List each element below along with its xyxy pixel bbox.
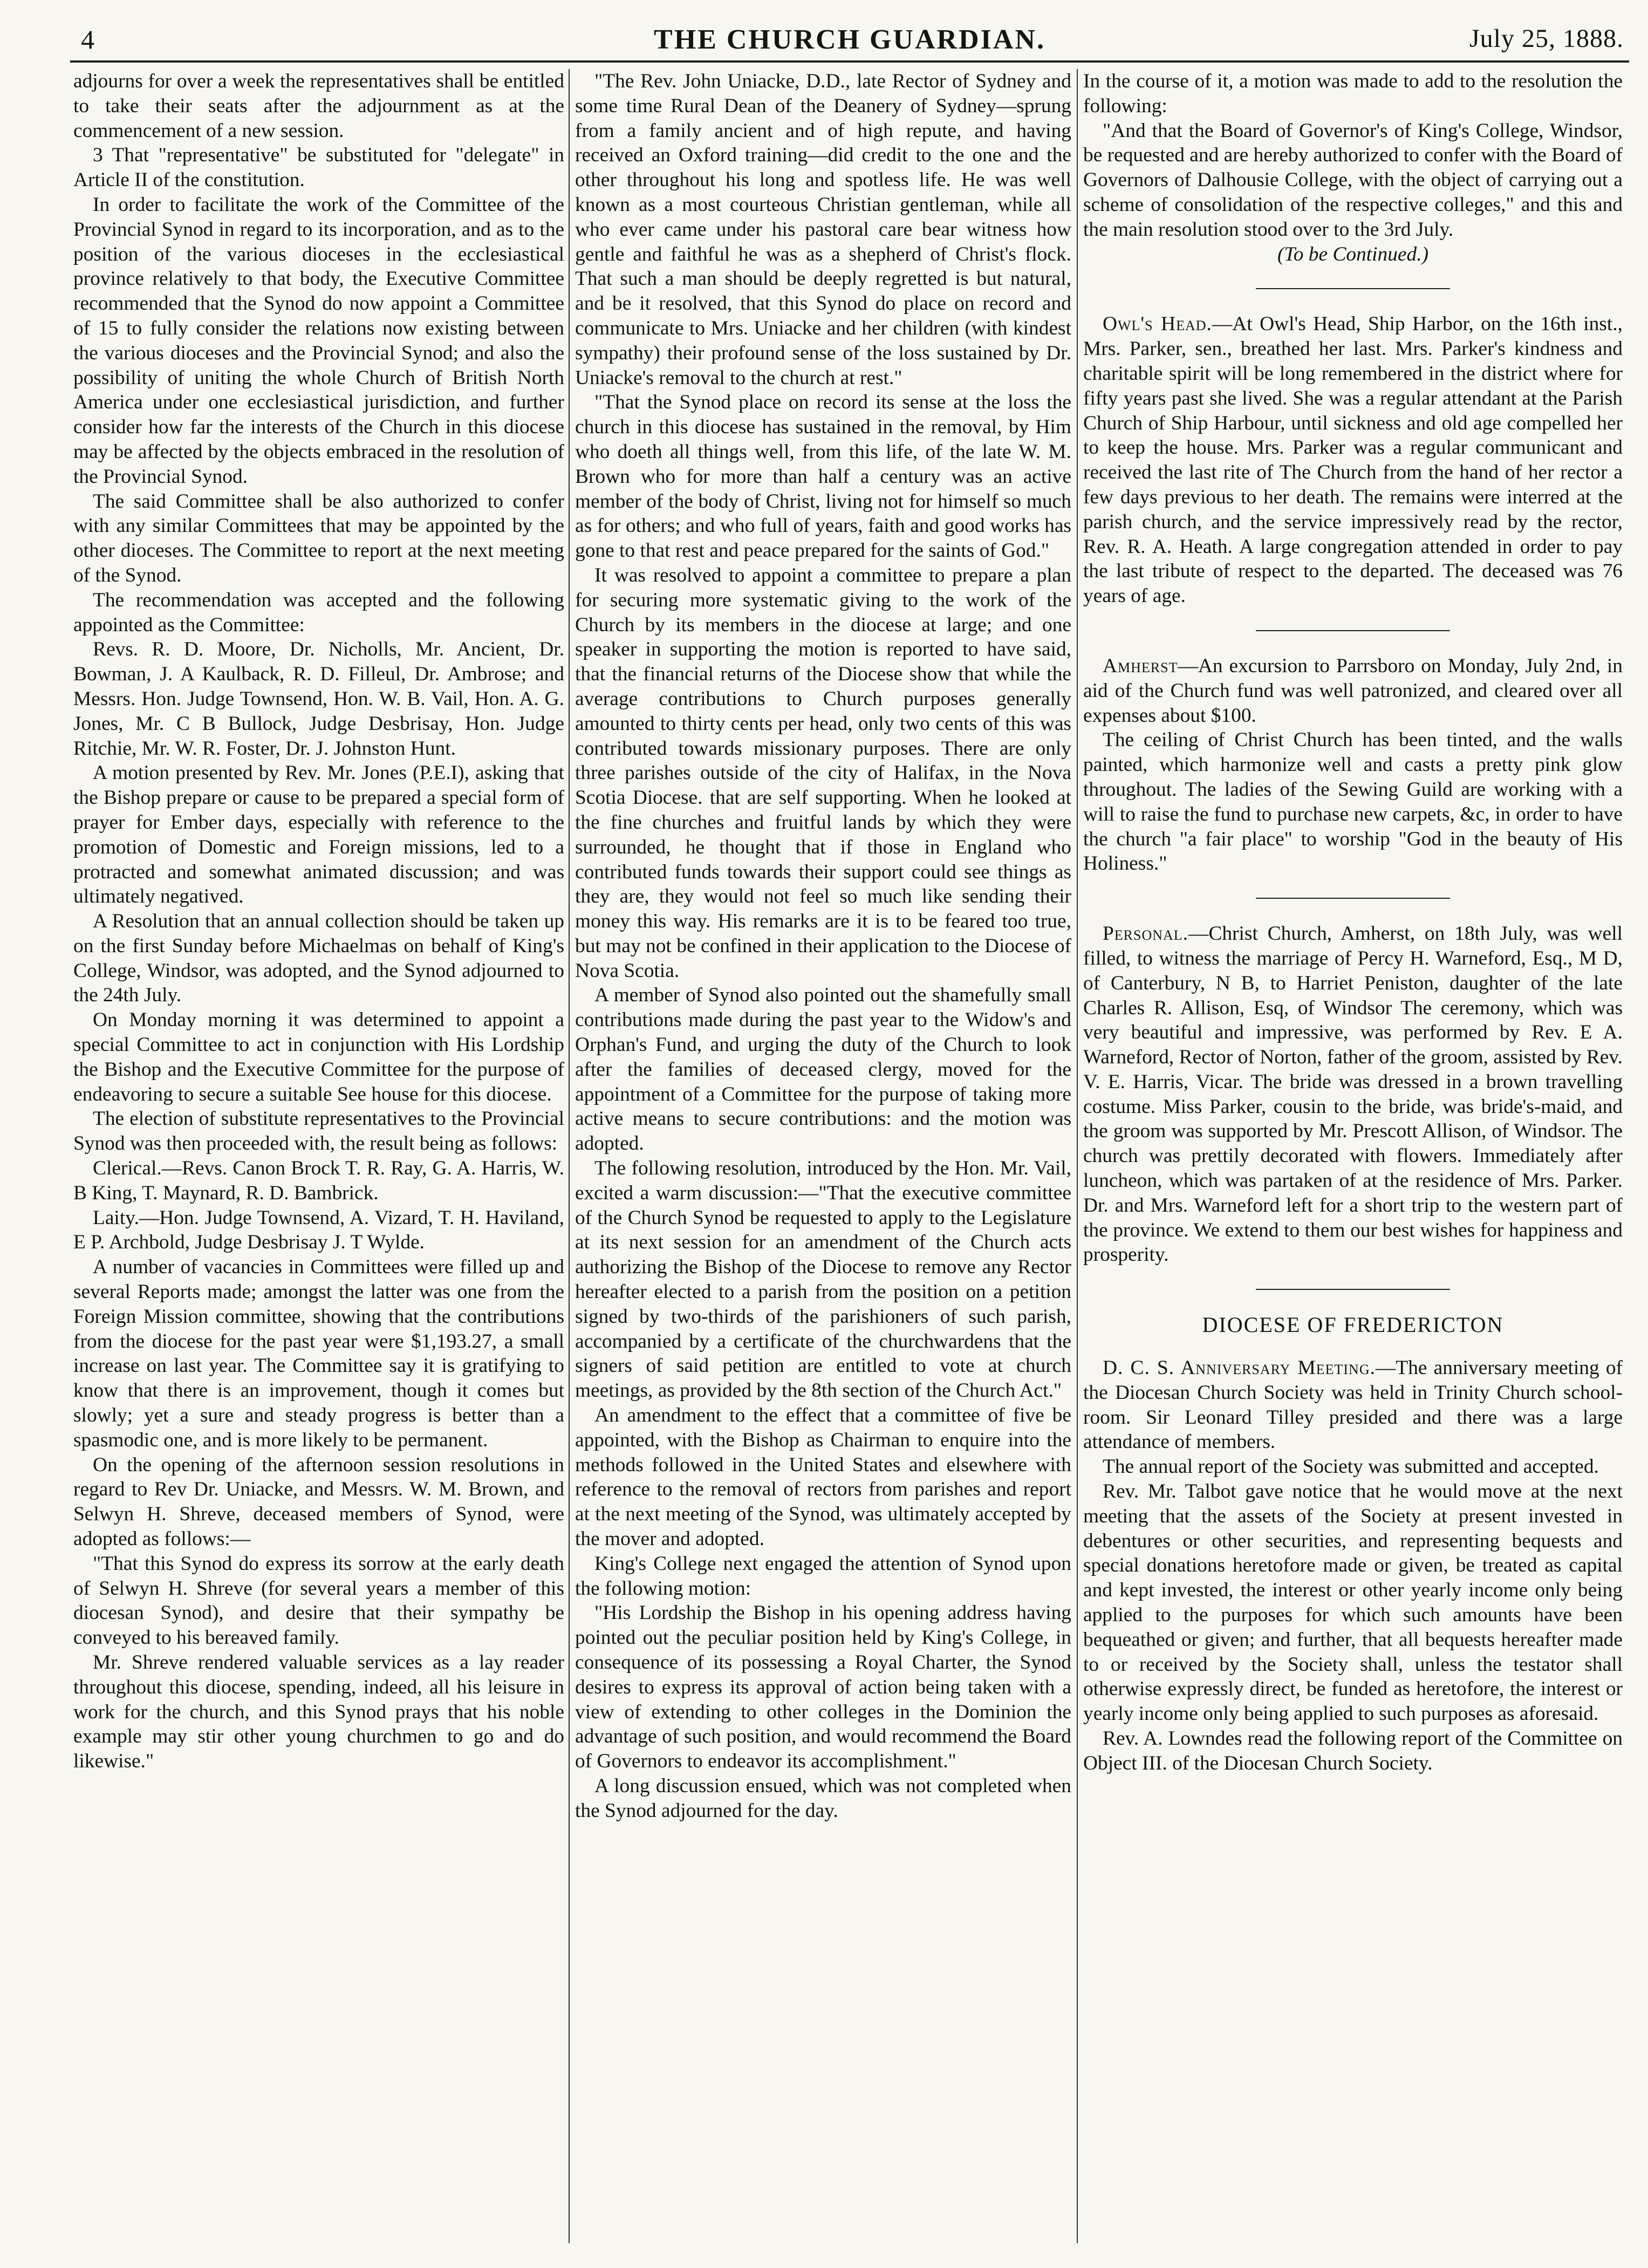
item-text: —Christ Church, Amherst, on 18th July, was well filled, to witness the marriage of Percy H. Warneford, Esq., M D, of Canterbury, N B, to Harriet Peniston, daughter of the late Charles R. Allison, Esq, of Windsor The ceremony, which was very beautiful and impressive, was performed by Rev. E A. Warneford, Rector of Norton, father of the groom, assisted by Rev. V. E. Harris, Vicar. The bride was dressed in a brown travelling costume. Miss Parker, cousin to the bride, was bride's-maid, and the groom was supported by Mr. Prescott Allison, of Windsor. The church was prettily decorated with flowers. Immediately after luncheon, which was partaken of at the residence of Mrs. Parker. Dr. and Mrs. Warneford left for a short trip to the western part of the province. We extend to them our best wishes for happiness and prosperity.: [1083, 923, 1623, 1266]
paragraph: On the opening of the afternoon session resolutions in regard to Rev Dr. Uniacke, and Messrs. W. M. Brown, and Selwyn H. Shreve, deceased members of Synod, were adopted as follows:—: [73, 1453, 564, 1550]
item-text: —At Owl's Head, Ship Harbor, on the 16th inst., Mrs. Parker, sen., breathed her last. Mrs. Parker's kindness and charitable spirit will be long remembered in the district where for fifty years past she lived. She was a regular attendant at the Parish Church of Ship Harbour, until sickness and old age compelled her to keep the house. Mrs. Parker was a regular communicant and received the last rite of The Church from the hand of her rector a few days previous to her death. The remains were interred at the parish church, and the service impressively read by the rector, Rev. R. A. Heath. A large congregation attended in order to pay the last tribute of respect to the departed. The deceased was 76 years of age.: [1083, 313, 1623, 607]
divider: [1256, 630, 1450, 631]
paragraph: "The Rev. John Uniacke, D.D., late Rector of Sydney and some time Rural Dean of the Deanery of Sydney—sprung from a family ancient and of high repute, and having received an Oxford training—did credit to the one and the other throughout his long and spotless life. He was well known as a most courteous Christian gentleman, while all who ever came under his pastoral care bear witness how gentle and faithful he was as a shepherd of Christ's flock. That such a man should be deeply regretted is but natural, and be it resolved, that this Synod do place on record and communicate to Mrs. Uniacke and her children (with kindest sympathy) their profound sense of the loss sustained by Dr. Uniacke's removal to the church at rest.": [575, 70, 1071, 389]
page-number: 4: [81, 24, 94, 54]
item-heading: D. C. S. Anniversary Meeting.: [1103, 1357, 1376, 1379]
paragraph: Rev. A. Lowndes read the following report of the Committee on Object III. of the Diocesan Church Society.: [1083, 1727, 1623, 1774]
paragraph: A number of vacancies in Committees were filled up and several Reports made; amongst the latter was one from the Foreign Mission committee, showing that the contributions from the diocese for the past year were $1,193.27, a small increase on last year. The Committee say it is gratifying to know that there is an improvement, though it comes but slowly; yet a sure and steady progress is better than a spasmodic one, and is more likely to be permanent.: [73, 1256, 564, 1451]
item-heading: Personal.: [1103, 923, 1189, 945]
paragraph: A motion presented by Rev. Mr. Jones (P.E.I), asking that the Bishop prepare or cause to be prepared a special form of prayer for Ember days, especially with reference to the promotion of Domestic and Foreign missions, led to a protracted and somewhat animated discussion; and was ultimately negatived.: [73, 762, 564, 908]
divider: [1256, 898, 1450, 899]
paragraph: "That the Synod place on record its sense at the loss the church in this diocese has sustained in the removal, by Him who doeth all things well, from this life, of the late W. M. Brown who for more than half a century was an active member of the body of Christ, living not for himself so much as for others; and who full of years, faith and good works has gone to that rest and peace prepared for the saints of God.": [575, 391, 1071, 562]
divider: [1256, 1289, 1450, 1290]
divider: [1256, 288, 1450, 289]
item-heading: Owl's Head.: [1103, 313, 1212, 336]
section-heading: DIOCESE OF FREDERICTON: [1202, 1313, 1504, 1337]
paragraph: Rev. Mr. Talbot gave notice that he would move at the next meeting that the assets of the Society at present invested in debentures or other securities, and representing bequests and special donations heretofore made or given, be treated as capital and kept invested, the interest or other yearly income only being applied to the purposes for which such amounts have been bequeathed or given; and further, that all bequests hereafter made to or received by the Society shall, unless the testator shall otherwise expressly direct, be funded as heretofore, the interest or yearly income only being applied to such purposes as aforesaid.: [1083, 1480, 1623, 1725]
paragraph: It was resolved to appoint a committee to prepare a plan for securing more systematic giving to the work of the Church by its members in the diocese at large; and one speaker in supporting the motion is reported to have said, that the financial returns of the Diocese show that while the average contributions to Church purposes generally amounted to thirty cents per head, only two cents of this was contributed towards missionary purposes. There are only three parishes outside of the city of Halifax, in the Nova Scotia Diocese. that are self supporting. When he looked at the fine churches and fruitful lands by which they were surrounded, he thought that if those in England who contributed funds towards their support could see things as they are, they would not feel so much like sending their money this way. His remarks are it is to be feared too true, but may not be confined in their application to the Diocese of Nova Scotia.: [575, 564, 1071, 982]
masthead: [70, 19, 1629, 57]
paragraph: A Resolution that an annual collection should be taken up on the first Sunday before Michaelmas on behalf of King's College, Windsor, was adopted, and the Synod adjourned to the 24th July.: [73, 910, 564, 1007]
column-rule: [1077, 69, 1078, 2243]
paragraph: adjourns for over a week the representatives shall be entitled to take their seats after the adjournment as at the commencement of a new session.: [73, 70, 564, 142]
item-heading: Amherst: [1103, 654, 1178, 677]
newspaper-title: THE CHURCH GUARDIAN.: [654, 24, 1045, 55]
paragraph: A member of Synod also pointed out the shamefully small contributions made during the past year to the Widow's and Orphan's Fund, and urging the duty of the Church to look after the families of deceased clergy, moved for the appointment of a Committee for the purpose of taking more active means to secure contributions: and the motion was adopted.: [575, 984, 1071, 1155]
paragraph: "And that the Board of Governor's of King's College, Windsor, be requested and are hereby authorized to confer with the Board of Governors of Dalhousie College, with the object of carrying out a scheme of consolidation of the respective colleges," and this and the main resolution stood over to the 3rd July.: [1083, 119, 1623, 241]
news-item-dcs: [1083, 1356, 1623, 1454]
column-3: [1083, 69, 1623, 2249]
continued-note: (To be Continued.): [1277, 243, 1429, 265]
paragraph: King's College next engaged the attention of Synod upon the following motion:: [575, 1552, 1071, 1600]
news-item-amherst: [1083, 654, 1623, 728]
paragraph: "His Lordship the Bishop in his opening address having pointed out the peculiar position held by King's College, in consequence of its possessing a Royal Charter, the Synod desires to express its approval of action being taken with a view of extending to other colleges in the Dominion the advantage of such position, and would recommend the Board of Governors to endeavor its accomplishment.": [575, 1602, 1071, 1773]
paragraph: A long discussion ensued, which was not completed when the Synod adjourned for the day.: [575, 1774, 1071, 1822]
paragraph: The recommendation was accepted and the following appointed as the Committee:: [73, 589, 564, 636]
column-1: [73, 69, 564, 2249]
paragraph: Clerical.—Revs. Canon Brock T. R. Ray, G. A. Harris, W. B King, T. Maynard, R. D. Bambrick.: [73, 1157, 564, 1204]
paragraph: In order to facilitate the work of the Committee of the Provincial Synod in regard to its incorporation, and as to the position of the various dioceses in the ecclesiastical province relatively to that body, the Executive Committee recommended that the Synod do now appoint a Committee of 15 to fully consider the relations now existing between the various dioceses and the Provincial Synod; and also the possibility of uniting the whole Church of British North America under one ecclesiastical jurisdiction, and further consider how far the interests of the Church in this diocese may be affected by the objects embraced in the resolution of the Provincial Synod.: [73, 193, 564, 488]
paragraph: The ceiling of Christ Church has been tinted, and the walls painted, which harmonize well and casts a pretty pink glow throughout. The ladies of the Sewing Guild are working with a will to raise the fund to purchase new carpets, &c, in order to have the church "a fair place" to worship "God in the beauty of His Holiness.": [1083, 729, 1623, 875]
paragraph: The following resolution, introduced by the Hon. Mr. Vail, excited a warm discussion:—"That the executive committee of the Church Synod be requested to apply to the Legislature at its next session for an amendment of the Church acts authorizing the Bishop of the Diocese to remove any Rector hereafter elected to a parish from the position on a petition signed by two-thirds of the parishioners of such parish, accompanied by a certificate of the churchwardens that the signers of said petition are entitled to vote at church meetings, as provided by the 8th section of the Church Act.": [575, 1157, 1071, 1402]
paragraph: The said Committee shall be also authorized to confer with any similar Committees that may be appointed by the other dioceses. The Committee to report at the next meeting of the Synod.: [73, 490, 564, 586]
paragraph: An amendment to the effect that a committee of five be appointed, with the Bishop as Chairman to enquire into the methods followed in the United States and elsewhere with reference to the removal of rectors from parishes and report at the next meeting of the Synod, was ultimately accepted by the mover and adopted.: [575, 1404, 1071, 1550]
paragraph: "That this Synod do express its sorrow at the early death of Selwyn H. Shreve (for several years a member of this diocesan Synod), and desire that their sympathy be conveyed to his bereaved family.: [73, 1552, 564, 1649]
paragraph: In the course of it, a motion was made to add to the resolution the following:: [1083, 70, 1623, 117]
paragraph: 3 That "representative" be substituted for "delegate" in Article II of the constitution.: [73, 144, 564, 192]
masthead-rule: [70, 60, 1629, 63]
paragraph: Laity.—Hon. Judge Townsend, A. Vizard, T. H. Haviland, E P. Archbold, Judge Desbrisay J. T Wylde.: [73, 1206, 564, 1254]
issue-date: July 25, 1888.: [1469, 24, 1624, 53]
column-rule: [569, 69, 570, 2243]
column-2: [575, 69, 1071, 2249]
news-item-personal: [1083, 921, 1623, 1267]
news-item-owls-head: [1083, 312, 1623, 609]
item-text: —The anniversary meeting of the Diocesan Church Society was held in Trinity Church school-room. Sir Leonard Tilley presided and there was a large attendance of members.: [1083, 1357, 1623, 1453]
paragraph: On Monday morning it was determined to appoint a special Committee to act in conjunction with His Lordship the Bishop and the Executive Committee for the purpose of endeavoring to secure a suitable See house for this diocese.: [73, 1009, 564, 1105]
paragraph: Revs. R. D. Moore, Dr. Nicholls, Mr. Ancient, Dr. Bowman, J. A Kaulback, R. D. Filleul, Dr. Ambrose; and Messrs. Hon. Judge Townsend, Hon. W. B. Vail, Hon. A. G. Jones, Mr. C B Bullock, Judge Desbrisay, Hon. Judge Ritchie, Mr. W. R. Foster, Dr. J. Johnston Hunt.: [73, 638, 564, 760]
paragraph: The annual report of the Society was submitted and accepted.: [1103, 1456, 1599, 1478]
item-text: —An excursion to Parrsboro on Monday, July 2nd, in aid of the Church fund was well patronized, and cleared over all expenses about $100.: [1083, 654, 1623, 727]
paragraph: Mr. Shreve rendered valuable services as a lay reader throughout this diocese, spending, indeed, all his leisure in work for the church, and this Synod prays that his noble example may stir other young churchmen to go and do likewise.": [73, 1651, 564, 1773]
paragraph: The election of substitute representatives to the Provincial Synod was then proceeded with, the result being as follows:: [73, 1108, 564, 1155]
